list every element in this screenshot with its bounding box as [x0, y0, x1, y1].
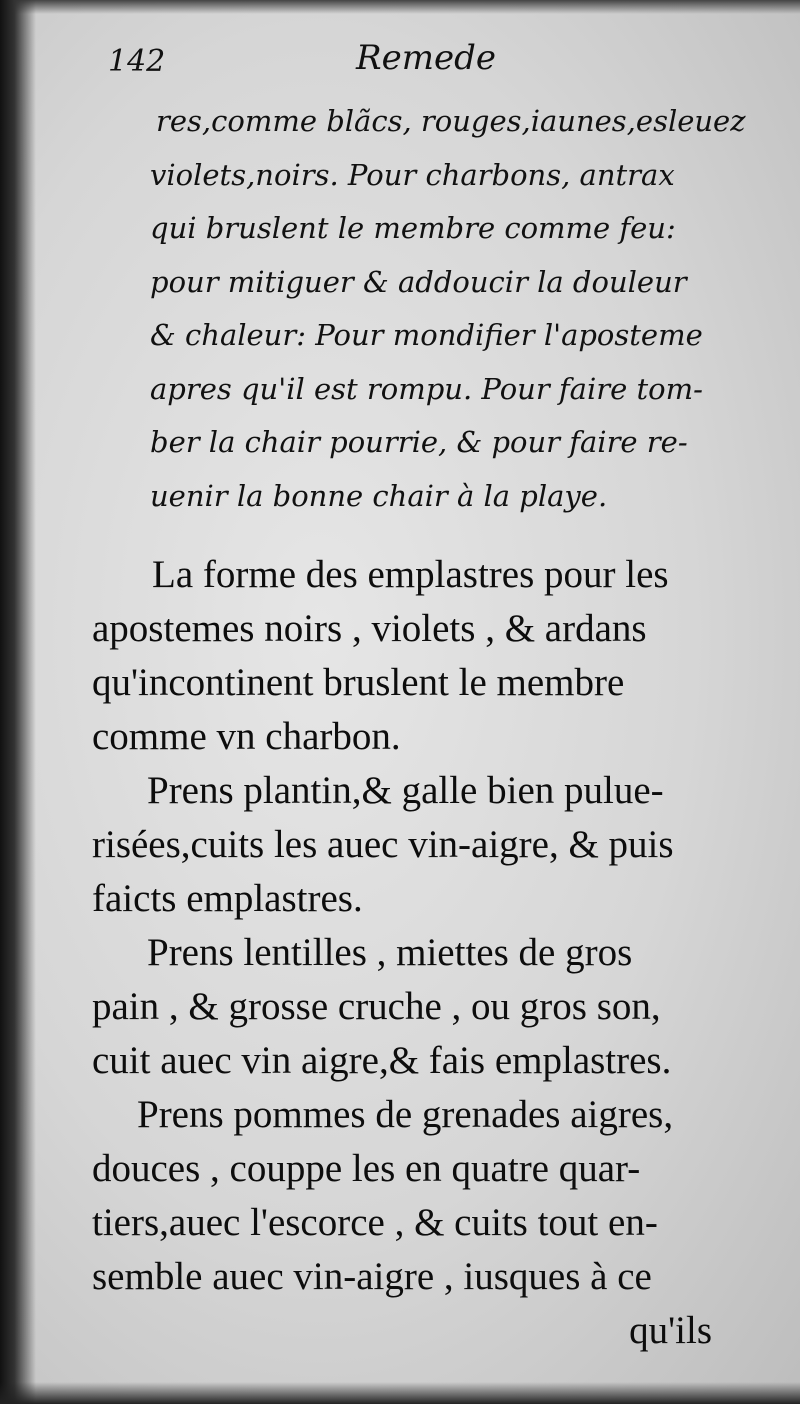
page-number: 142: [108, 44, 166, 79]
text-line: douces , couppe les en quatre quar-: [92, 1147, 641, 1190]
text-line: semble auec vin-aigre , iusques à ce: [92, 1255, 652, 1298]
text-line: qu'incontinent bruslent le membre: [92, 661, 625, 704]
page-binding-shadow: [0, 0, 36, 1404]
paragraph-plantin: [92, 764, 772, 926]
text-line: faicts emplastres.: [92, 877, 363, 920]
paragraph-lentilles: [92, 926, 772, 1088]
page-bottom-shadow: [0, 1382, 800, 1404]
paragraph-grenades: [92, 1088, 772, 1304]
roman-text-block: [92, 548, 772, 1358]
text-line: comme vn charbon.: [92, 715, 401, 758]
italic-line: uenir la bonne chair à la playe.: [150, 478, 608, 513]
italic-line: apres qu'il est rompu. Pour faire tom-: [150, 371, 703, 406]
italic-line: & chaleur: Pour mondifier l'aposteme: [150, 318, 703, 352]
running-head: Remede: [356, 38, 496, 78]
text-line: risées,cuits les auec vin-aigre, & puis: [92, 823, 674, 866]
italic-line: qui bruslent le membre comme feu:: [150, 211, 676, 245]
text-line: Prens lentilles , miettes de gros: [147, 931, 633, 974]
text-line: tiers,auec l'escorce , & cuits tout en-: [92, 1201, 658, 1244]
paragraph-forme: [92, 548, 772, 764]
text-line: La forme des emplastres pour les: [152, 553, 669, 596]
page-top-shadow: [0, 0, 800, 14]
italic-line: res,comme blãcs, rouges,iaunes,esleuez: [156, 104, 746, 138]
italic-line: pour mitiguer & addoucir la douleur: [150, 264, 687, 299]
page-header: [0, 38, 800, 88]
italic-paragraph: [150, 95, 750, 523]
text-line: Prens pommes de grenades aigres,: [137, 1093, 674, 1136]
catchword: qu'ils: [629, 1309, 712, 1352]
italic-line: violets,noirs. Pour charbons, antrax: [150, 157, 675, 192]
text-line: cuit auec vin aigre,& fais emplastres.: [92, 1039, 672, 1082]
italic-line: ber la chair pourrie, & pour faire re-: [150, 425, 688, 459]
text-line: pain , & grosse cruche , ou gros son,: [92, 985, 661, 1028]
text-line: Prens plantin,& galle bien pulue-: [147, 769, 664, 812]
text-line: apostemes noirs , violets , & ardans: [92, 607, 647, 650]
